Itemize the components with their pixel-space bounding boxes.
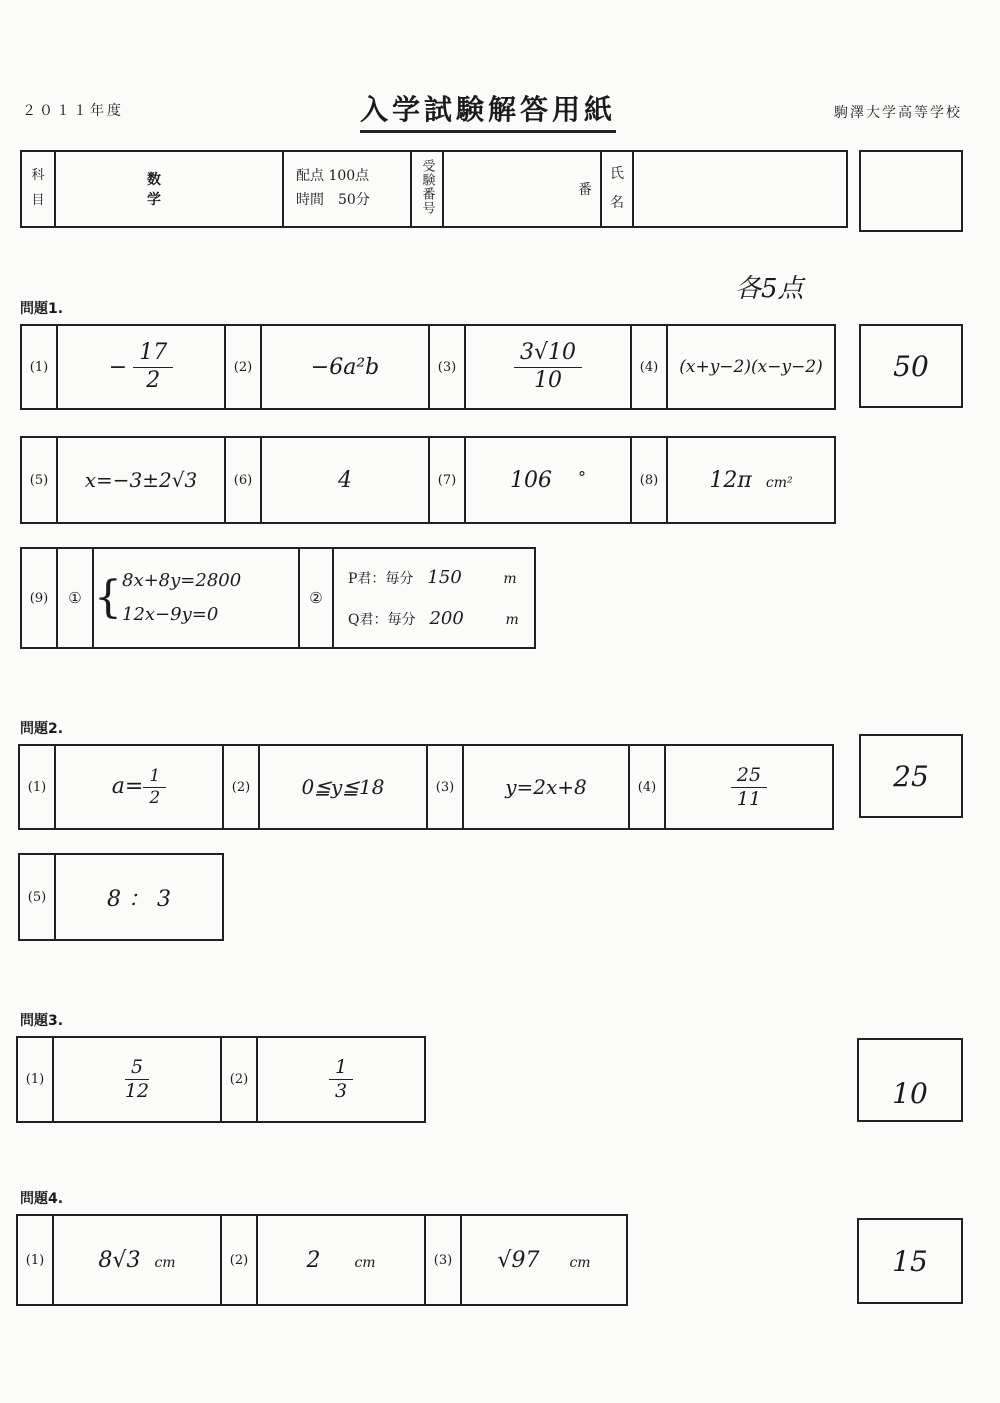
q4-a2-value: 2 xyxy=(306,1247,321,1273)
q1-answer-4: (x+y−2)(x−y−2) xyxy=(667,325,835,409)
q1-answer-7 xyxy=(465,437,631,523)
q1-a3-den: 10 xyxy=(533,367,562,393)
year-label: ２０１１年度 xyxy=(22,103,124,119)
q4-answer-1 xyxy=(53,1215,221,1305)
q2-a4-den: 11 xyxy=(736,787,762,810)
q1-label-2: (2) xyxy=(225,325,261,409)
q2-answer-5: 8 ： 3 xyxy=(55,854,223,940)
q1-row3 xyxy=(20,547,536,649)
q2-answer-1 xyxy=(55,745,223,829)
q2-label-2: (2) xyxy=(223,745,259,829)
q1-a9-eq2: 12x−9y=0 xyxy=(122,604,219,625)
q1-a1-den: 2 xyxy=(146,367,161,393)
q1-answer-5: x=−3±2√3 xyxy=(57,437,225,523)
q2-label-1: (1) xyxy=(19,745,55,829)
q1-a9-eq1: 8x+8y=2800 xyxy=(122,569,242,591)
q1-a8-unit: cm² xyxy=(765,474,793,491)
exam-number-field[interactable] xyxy=(443,151,601,227)
q1-answer-2: −6a²b xyxy=(261,325,429,409)
q4-label-2: (2) xyxy=(221,1215,257,1305)
q4-label-1: (1) xyxy=(17,1215,53,1305)
q2-answer-4 xyxy=(665,745,833,829)
sheet-title: 入学試験解答用紙 xyxy=(360,88,616,133)
q3-answer-2 xyxy=(257,1037,425,1122)
q2-title: 問題2. xyxy=(20,721,64,737)
q3-a1-den: 12 xyxy=(124,1080,150,1102)
points-note: 各5点 xyxy=(735,274,804,304)
q1-label-5: (5) xyxy=(21,437,57,523)
q4-title: 問題4. xyxy=(20,1191,64,1207)
q1-a9-p-value: 150 xyxy=(427,566,462,588)
q2-a1-num: 1 xyxy=(143,766,166,787)
total-score-box[interactable] xyxy=(859,150,963,232)
q2-row1 xyxy=(18,744,834,830)
q3-title: 問題3. xyxy=(20,1013,64,1029)
subject-label-1: 科 xyxy=(31,168,45,184)
exam-number-label: 受験番号 xyxy=(419,159,435,215)
q1-a1-neg: − xyxy=(108,354,128,380)
subject-value: 数 学 xyxy=(55,151,283,227)
q3-score-value: 10 xyxy=(892,1077,928,1110)
q1-answer-1 xyxy=(57,325,225,409)
school-name: 駒澤大学高等学校 xyxy=(834,105,962,121)
q1-a9-p-label: P君：毎分 xyxy=(348,570,414,587)
q1-a3-num: 3√10 xyxy=(514,340,582,367)
q1-brace-icon: { xyxy=(94,572,122,623)
q2-a1-prefix: a= xyxy=(111,774,144,799)
q3-label-2: (2) xyxy=(221,1037,257,1122)
q1-label-4: (4) xyxy=(631,325,667,409)
q1-answer-9-speeds xyxy=(333,548,535,648)
info-table xyxy=(20,150,848,228)
q1-a7-unit: ° xyxy=(578,467,586,487)
q1-label-8: (8) xyxy=(631,437,667,523)
q1-a9-q-unit: m xyxy=(505,612,519,628)
subject-label-2: 目 xyxy=(31,193,45,208)
q4-answer-3 xyxy=(461,1215,627,1305)
q1-answer-8 xyxy=(667,437,835,523)
q4-a2-unit: cm xyxy=(354,1254,376,1271)
q1-score-box: 50 xyxy=(859,324,963,408)
q3-row1 xyxy=(16,1036,426,1123)
q1-answer-9-equations xyxy=(93,548,299,648)
q1-row2 xyxy=(20,436,836,524)
q2-label-3: (3) xyxy=(427,745,463,829)
q4-a1-value: 8√3 xyxy=(98,1247,141,1273)
q3-label-1: (1) xyxy=(17,1037,53,1122)
time-label: 時間 50分 xyxy=(296,192,370,208)
q1-answer-6: 4 xyxy=(261,437,429,523)
name-label-1: 氏 xyxy=(610,165,624,182)
q2-a4-num: 25 xyxy=(731,764,767,788)
q2-score-box: 25 xyxy=(859,734,963,818)
q4-label-3: (3) xyxy=(425,1215,461,1305)
q3-score-box xyxy=(857,1038,963,1122)
q1-a9-q-label: Q君：毎分 xyxy=(348,612,416,628)
ban-label: 番 xyxy=(578,182,592,198)
q1-a9-p-unit: m xyxy=(503,570,517,587)
q2-a1-den: 2 xyxy=(149,787,161,808)
name-label-2: 名 xyxy=(610,195,624,211)
q1-answer-3 xyxy=(465,325,631,409)
q1-circle-1: ① xyxy=(57,548,93,648)
points-time-cell xyxy=(283,151,411,227)
q1-a7-value: 106 xyxy=(510,467,552,493)
q3-a2-den: 3 xyxy=(334,1080,348,1102)
q1-label-3: (3) xyxy=(429,325,465,409)
q3-a1-num: 5 xyxy=(125,1056,149,1080)
q4-a1-unit: cm xyxy=(154,1254,176,1271)
q3-answer-1 xyxy=(53,1037,221,1122)
q4-a3-value: √97 xyxy=(497,1247,540,1273)
q2-row2 xyxy=(18,853,224,941)
q1-label-1: (1) xyxy=(21,325,57,409)
q2-answer-3: y=2x+8 xyxy=(463,745,629,829)
points-label: 配点 100点 xyxy=(296,168,370,185)
q1-title: 問題1. xyxy=(20,301,64,317)
q1-label-9: (9) xyxy=(21,548,57,648)
q4-a3-unit: cm xyxy=(569,1254,591,1271)
q4-score-box: 15 xyxy=(857,1218,963,1304)
exam-number-label-cell xyxy=(411,151,443,227)
q1-a9-q-value: 200 xyxy=(429,608,464,629)
q2-label-5: (5) xyxy=(19,854,55,940)
q4-row1 xyxy=(16,1214,628,1306)
q1-label-6: (6) xyxy=(225,437,261,523)
name-field[interactable] xyxy=(633,151,847,227)
subject-label xyxy=(21,151,55,227)
q1-a8-value: 12π xyxy=(709,467,752,493)
q1-circle-2: ② xyxy=(299,548,333,648)
q1-row1 xyxy=(20,324,836,410)
name-label-cell xyxy=(601,151,633,227)
q3-a2-num: 1 xyxy=(329,1056,353,1080)
q1-label-7: (7) xyxy=(429,437,465,523)
q2-label-4: (4) xyxy=(629,745,665,829)
q4-answer-2 xyxy=(257,1215,425,1305)
q2-answer-2: 0≦y≦18 xyxy=(259,745,427,829)
q1-a1-num: 17 xyxy=(133,340,173,367)
